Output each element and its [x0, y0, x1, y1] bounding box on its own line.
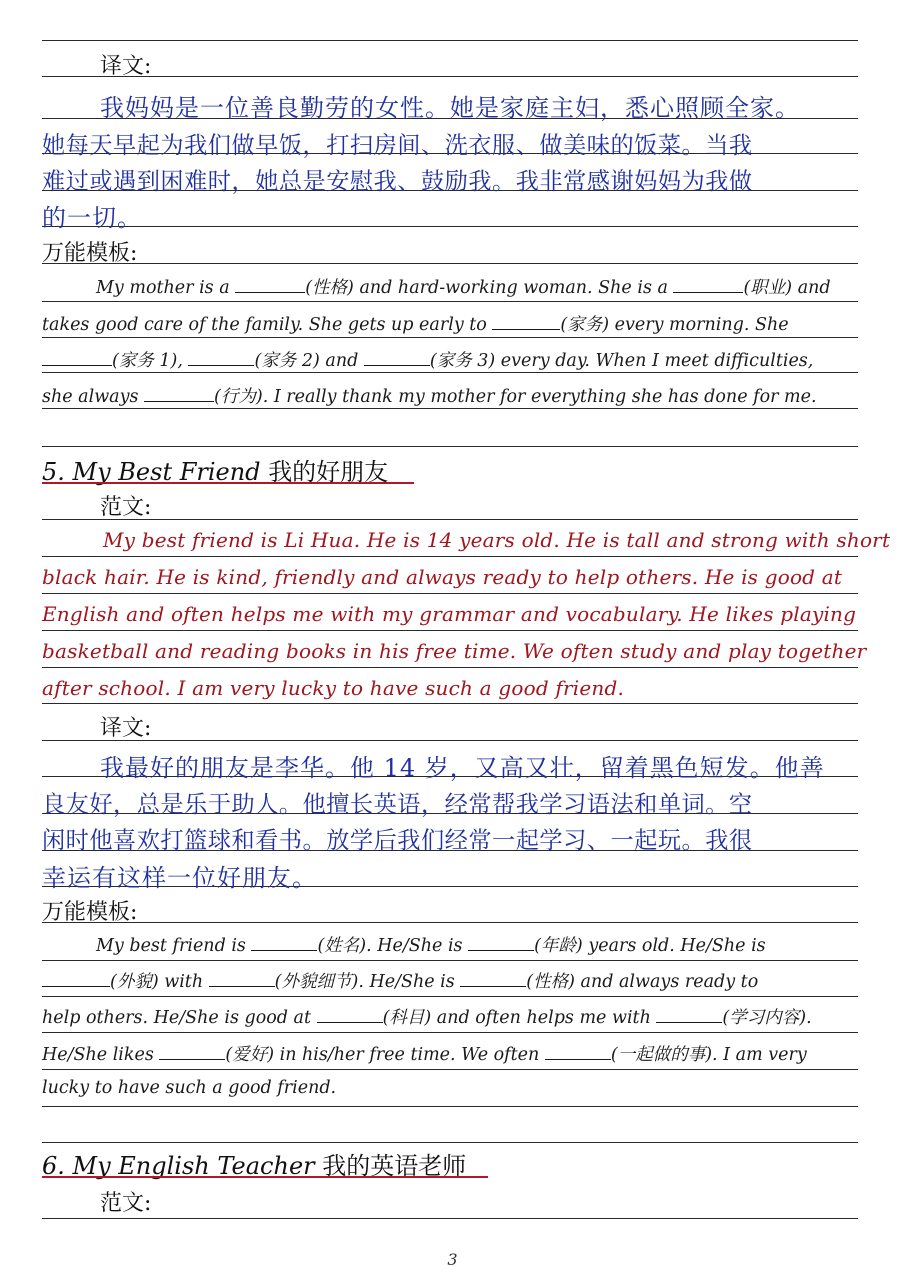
heading-underline [42, 1176, 488, 1178]
template-text: (一起做的事). I am very [610, 1045, 807, 1065]
fill-in-blank [317, 1008, 383, 1023]
template-text: (家务 2) and [254, 351, 364, 371]
template-text: (外貌) with [110, 972, 209, 992]
ruled-line [42, 740, 858, 741]
model-essay-line: My best friend is Li Hua. He is 14 years old. He is tall and strong with short [103, 528, 891, 552]
fill-in-blank [673, 278, 743, 293]
template-line [42, 1078, 858, 1098]
template-text: My mother is a [96, 278, 236, 298]
template-text: (学习内容). [722, 1008, 812, 1028]
template-text: (年龄) years old. He/She is [534, 936, 766, 956]
ruled-line [42, 519, 858, 520]
template-text: My best friend is [96, 936, 252, 956]
fill-in-blank [144, 387, 214, 402]
template-label: 万能模板: [42, 241, 138, 266]
template-text: (家务 3) every day. When I meet difficulties, [429, 351, 814, 371]
translation-line: 幸运有这样一位好朋友。 [42, 864, 317, 892]
translation-line: 我最好的朋友是李华。他 14 岁，又高又壮，留着黑色短发。他善 [100, 754, 825, 782]
fill-in-blank [545, 1045, 611, 1060]
ruled-line [42, 1032, 858, 1033]
template-text: (外貌细节). He/She is [274, 972, 461, 992]
template-line [96, 932, 905, 957]
template-text: lucky to have such a good friend. [42, 1078, 337, 1098]
translation-line: 我妈妈是一位善良勤劳的女性。她是家庭主妇，悉心照顾全家。 [100, 94, 800, 122]
fill-in-blank [42, 351, 112, 366]
model-essay-label: 范文: [100, 495, 152, 520]
ruled-line [42, 1069, 858, 1070]
translation-line: 难过或遇到困难时，她总是安慰我、鼓励我。我非常感谢妈妈为我做 [42, 168, 753, 195]
template-line [42, 1004, 858, 1029]
template-text: (姓名). He/She is [317, 936, 469, 956]
ruled-line [42, 301, 858, 302]
model-essay-line: after school. I am very lucky to have such a good friend. [42, 676, 625, 700]
translation-label: 译文: [100, 716, 152, 741]
ruled-line [42, 372, 858, 373]
template-text: (性格) and always ready to [526, 972, 759, 992]
translation-line: 闲时他喜欢打篮球和看书。放学后我们经常一起学习、一起玩。我很 [42, 827, 753, 854]
template-text: (家务 1), [112, 351, 189, 371]
template-text: (爱好) in his/her free time. We often [225, 1045, 545, 1065]
template-line [42, 311, 858, 336]
ruled-line [42, 556, 858, 557]
template-text: (行为). I really thank my mother for everything she has done for me. [214, 387, 817, 407]
page-number: 3 [447, 1250, 458, 1269]
translation-line: 的一切。 [42, 204, 142, 232]
model-essay-label: 范文: [100, 1191, 152, 1216]
template-line [96, 274, 905, 299]
ruled-line [42, 667, 858, 668]
fill-in-blank [42, 972, 110, 987]
section-heading-cn: 我的英语老师 [322, 1152, 467, 1180]
fill-in-blank [656, 1008, 722, 1023]
template-text: (科目) and often helps me with [382, 1008, 657, 1028]
template-text: help others. He/She is good at [42, 1008, 317, 1028]
fill-in-blank [492, 315, 560, 330]
ruled-line [42, 337, 858, 338]
model-essay-line: basketball and reading books in his free time. We often study and play together [42, 639, 867, 663]
template-label: 万能模板: [42, 900, 138, 925]
ruled-line [42, 76, 858, 77]
ruled-line [42, 703, 858, 704]
template-text: (职业) and [743, 278, 831, 298]
ruled-line [42, 408, 858, 409]
section-heading-en: 6. My English Teacher [42, 1152, 315, 1180]
template-line [42, 968, 858, 993]
model-essay-line: black hair. He is kind, friendly and always ready to help others. He is good at [42, 565, 843, 589]
ruled-line [42, 960, 858, 961]
model-essay-line: English and often helps me with my grammar and vocabulary. He likes playing [42, 602, 857, 626]
fill-in-blank [209, 972, 275, 987]
template-text: (性格) and hard-working woman. She is a [305, 278, 674, 298]
translation-label: 译文: [100, 54, 152, 79]
fill-in-blank [468, 936, 534, 951]
fill-in-blank [460, 972, 526, 987]
fill-in-blank [188, 351, 254, 366]
template-line [42, 347, 858, 372]
template-line [42, 1041, 858, 1066]
template-line [42, 383, 858, 408]
fill-in-blank [159, 1045, 225, 1060]
ruled-line [42, 1106, 858, 1107]
translation-line: 她每天早起为我们做早饭，打扫房间、洗衣服、做美味的饭菜。当我 [42, 132, 753, 159]
ruled-line [42, 446, 858, 447]
fill-in-blank [251, 936, 317, 951]
fill-in-blank [235, 278, 305, 293]
ruled-line [42, 593, 858, 594]
heading-underline [42, 482, 414, 484]
ruled-line [42, 1142, 858, 1143]
template-text: He/She likes [42, 1045, 160, 1065]
ruled-line [42, 40, 858, 41]
template-text: takes good care of the family. She gets up early to [42, 315, 493, 335]
ruled-line [42, 1218, 858, 1219]
ruled-line [42, 630, 858, 631]
section-heading-cn: 我的好朋友 [268, 458, 389, 486]
template-text: she always [42, 387, 145, 407]
template-text: (家务) every morning. She [560, 315, 789, 335]
translation-line: 良友好，总是乐于助人。他擅长英语，经常帮我学习语法和单词。空 [42, 791, 753, 818]
fill-in-blank [364, 351, 430, 366]
ruled-line [42, 996, 858, 997]
section-heading-en: 5. My Best Friend [42, 458, 261, 486]
